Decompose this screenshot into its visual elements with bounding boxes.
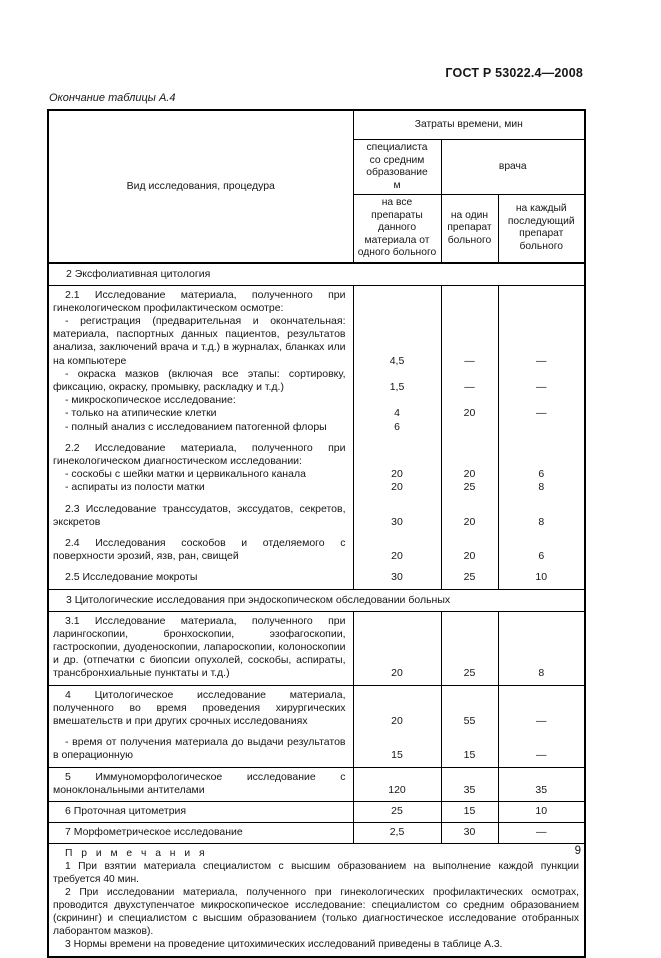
procedure-row (48, 611, 585, 685)
page-number: 9 (574, 845, 581, 857)
note-item: 2 При исследовании материала, полученного при гинекологических профилактических осмотрах, проводится двухступенчатое микроскопическое исследование: специалистом со средним образованием (скрининг) и специалистом с высшим образованием (только диагностическое исследование отобранных лаборантом мазков). (53, 887, 580, 938)
note-item: 3 Нормы времени на проведение цитохимических исследований приведены в таблице А.3. (65, 939, 503, 951)
procedure-row (48, 823, 585, 844)
value-cell: 6 (353, 421, 441, 434)
procedure-text: - время от получения материала до выдачи результатов в операционную (53, 736, 346, 762)
value-cell: 10 (498, 802, 585, 823)
procedure-row (48, 563, 585, 589)
procedure-row (48, 434, 585, 468)
procedure-row (48, 421, 585, 434)
value-cell: 6 (498, 468, 585, 481)
value-cell: 20 (441, 407, 498, 420)
procedure-row (48, 685, 585, 728)
table-header (48, 110, 585, 263)
value-cell: — (498, 368, 585, 394)
procedure-row (48, 407, 585, 420)
procedure-text: 5 Иммуноморфологическое исследование с моноклональными антителами (48, 767, 353, 801)
value-cell: 20 (353, 529, 441, 563)
value-cell (353, 434, 441, 468)
value-cell: 20 (353, 481, 441, 494)
value-cell: 25 (441, 481, 498, 494)
standard-code: ГОСТ Р 53022.4—2008 (445, 66, 583, 80)
value-cell: 55 (441, 685, 498, 728)
procedure-text: - аспираты из полости матки (65, 481, 205, 494)
section-row (48, 589, 585, 611)
notes-cell (48, 844, 585, 958)
value-cell: 1,5 (353, 368, 441, 394)
value-cell: 20 (353, 685, 441, 728)
procedure-row (48, 495, 585, 529)
value-cell: 8 (498, 495, 585, 529)
procedure-text: - только на атипические клетки (65, 407, 217, 420)
value-cell: — (441, 315, 498, 368)
value-cell: 120 (353, 767, 441, 801)
value-cell (441, 434, 498, 468)
value-cell: 15 (441, 728, 498, 767)
procedure-text: 2.1 Исследование материала, полученного при гинекологическом профилактическом осмотре: (53, 288, 346, 314)
value-cell: 30 (441, 823, 498, 844)
column-header-mid-specialist: специалиста со средним образованием (353, 140, 441, 195)
value-cell: 4 (353, 407, 441, 420)
procedure-text: 6 Проточная цитометрия (48, 802, 353, 823)
procedure-text: - окраска мазков (включая все этапы: сортировку, фиксацию, окраску, промывку, раскладку и т.д.) (53, 367, 346, 393)
procedure-row (48, 481, 585, 494)
procedure-text: 2.3 Исследование транссудатов, экссудатов, секретов, экскретов (53, 502, 346, 528)
value-cell: — (498, 823, 585, 844)
column-header-all-preparations: на все препараты данного материала от одного больного (353, 195, 441, 263)
procedure-row (48, 468, 585, 481)
column-header-each-subsequent: на каждый последующий препарат больного (498, 195, 585, 263)
notes-heading: П р и м е ч а н и я (65, 848, 208, 860)
value-cell: 4,5 (353, 315, 441, 368)
value-cell (441, 394, 498, 407)
value-cell (498, 394, 585, 407)
value-cell: 25 (353, 802, 441, 823)
procedure-text: - полный анализ с исследованием патогенной флоры (65, 420, 327, 433)
column-header-one-preparation: на один препарат больного (441, 195, 498, 263)
time-norms-table (47, 109, 586, 958)
value-cell: — (498, 685, 585, 728)
value-cell: 20 (441, 529, 498, 563)
table-body (48, 263, 585, 958)
value-cell (353, 285, 441, 315)
value-cell: 2,5 (353, 823, 441, 844)
procedure-row (48, 802, 585, 823)
value-cell (441, 285, 498, 315)
value-cell: 30 (353, 563, 441, 589)
value-cell: 20 (353, 611, 441, 685)
value-cell: — (498, 728, 585, 767)
procedure-row (48, 529, 585, 563)
value-cell: 35 (498, 767, 585, 801)
column-header-procedure: Вид исследования, процедура (126, 180, 275, 192)
value-cell: 6 (498, 529, 585, 563)
value-cell (353, 394, 441, 407)
value-cell: 10 (498, 563, 585, 589)
value-cell: 20 (441, 495, 498, 529)
value-cell: 25 (441, 563, 498, 589)
procedure-text: 2.4 Исследования соскобов и отделяемого с поверхности эрозий, язв, ран, свищей (53, 536, 346, 563)
procedure-row (48, 315, 585, 368)
procedure-text: 2.2 Исследование материала, полученного при гинекологическом диагностическом исследовании: (53, 441, 346, 467)
value-cell (441, 421, 498, 434)
value-cell: 8 (498, 481, 585, 494)
value-cell (498, 434, 585, 468)
value-cell: — (498, 407, 585, 420)
procedure-text: 4 Цитологическое исследование материала, полученного во время проведения хирургических вмешательств и при других срочных исследованиях (48, 685, 353, 728)
procedure-text: 7 Морфометрическое исследование (48, 823, 353, 844)
column-header-time: Затраты времени, мин (353, 110, 585, 140)
section-row (48, 263, 585, 286)
value-cell: — (498, 315, 585, 368)
value-cell: 25 (441, 611, 498, 685)
procedure-row (48, 285, 585, 315)
table-caption: Окончание таблицы А.4 (49, 92, 176, 104)
value-cell: 20 (441, 468, 498, 481)
value-cell: — (441, 368, 498, 394)
note-item: 1 При взятии материала специалистом с высшим образованием на выполнение каждой пункции требуется 40 мин. (53, 861, 580, 886)
notes-row (48, 844, 585, 958)
section-title: 3 Цитологические исследования при эндоскопическом обследовании больных (48, 589, 585, 611)
section-title: 2 Эксфолиативная цитология (48, 263, 585, 286)
procedure-row (48, 767, 585, 801)
procedure-row (48, 368, 585, 394)
value-cell: 15 (353, 728, 441, 767)
procedure-text: - соскобы с шейки матки и цервикального канала (65, 468, 306, 481)
value-cell: 20 (353, 468, 441, 481)
value-cell: 35 (441, 767, 498, 801)
procedure-row (48, 728, 585, 767)
value-cell: 30 (353, 495, 441, 529)
procedure-text: - микроскопическое исследование: (65, 394, 236, 407)
value-cell: 15 (441, 802, 498, 823)
procedure-text: 3.1 Исследование материала, полученного при ларингоскопии, бронхоскопии, эзофагоскопии, гастроскопии, дуоденоскопии, лапароскопии, колоноскопии и др. (отпечатки с биопсии опухолей, соскобы, аспираты, трансбронхиальные пунктаты и т.д.) (53, 614, 346, 680)
procedure-text: 2.5 Исследование мокроты (65, 571, 198, 584)
procedure-text: - регистрация (предварительная и окончательная: материала, паспортных данных пациентов, результатов анализа, заключений врача и т.д.) в журналах, бланках или на компьютере (53, 314, 346, 367)
value-cell: 8 (498, 611, 585, 685)
procedure-row (48, 394, 585, 407)
value-cell (498, 421, 585, 434)
column-header-doctor: врача (441, 140, 585, 195)
value-cell (498, 285, 585, 315)
